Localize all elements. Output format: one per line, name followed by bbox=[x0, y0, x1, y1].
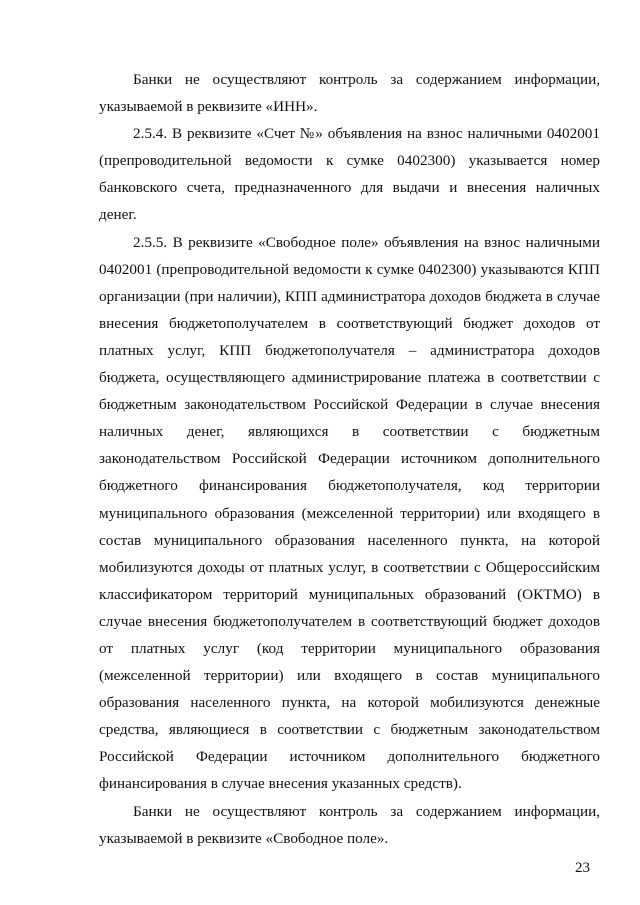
paragraph-inn-note: Банки не осуществляют контроль за содержанием информации, указываемой в реквизите «ИНН». bbox=[99, 71, 600, 116]
page-number: 23 bbox=[575, 860, 590, 876]
paragraph-2-5-4: 2.5.4. В реквизите «Счет №» объявления на взнос наличными 0402001 (препроводительной ведомости к сумке 0402300) указывается номер банковского счета, предназначенного для выдачи и внесения наличных денег. bbox=[99, 125, 600, 224]
body-text bbox=[99, 66, 600, 852]
paragraph-free-field-note: Банки не осуществляют контроль за содержанием информации, указываемой в реквизите «Свободное поле». bbox=[99, 802, 600, 847]
paragraph-2-5-5: 2.5.5. В реквизите «Свободное поле» объявления на взнос наличными 0402001 (препроводительной ведомости к сумке 0402300) указываются КПП организации (при наличии), КПП администратора доходов бюджета в случае внесения бюджетополучателем в соответствующий бюджет доходов от платных услуг, КПП бюджетополучателя – администратора доходов бюджета, осуществляющего администрирование платежа в соответствии с бюджетным законодательством Российской Федерации в случае внесения наличных денег, являющихся в соответствии с бюджетным законодательством Российской Федерации источником дополнительного бюджетного финансирования бюджетополучателя, код территории муниципального образования (межселенной территории) или входящего в состав муниципального образования населенного пункта, на которой мобилизуются доходы от платных услуг, в соответствии с Общероссийским классификатором территорий муниципальных образований (ОКТМО) в случае внесения бюджетополучателем в соответствующий бюджет доходов от платных услуг (код территории муниципального образования (межселенной территории) или входящего в состав муниципального образования населенного пункта, на которой мобилизуются денежные средства, являющиеся в соответствии с бюджетным законодательством Российской Федерации источником дополнительного бюджетного финансирования в случае внесения указанных средств). bbox=[99, 233, 600, 793]
